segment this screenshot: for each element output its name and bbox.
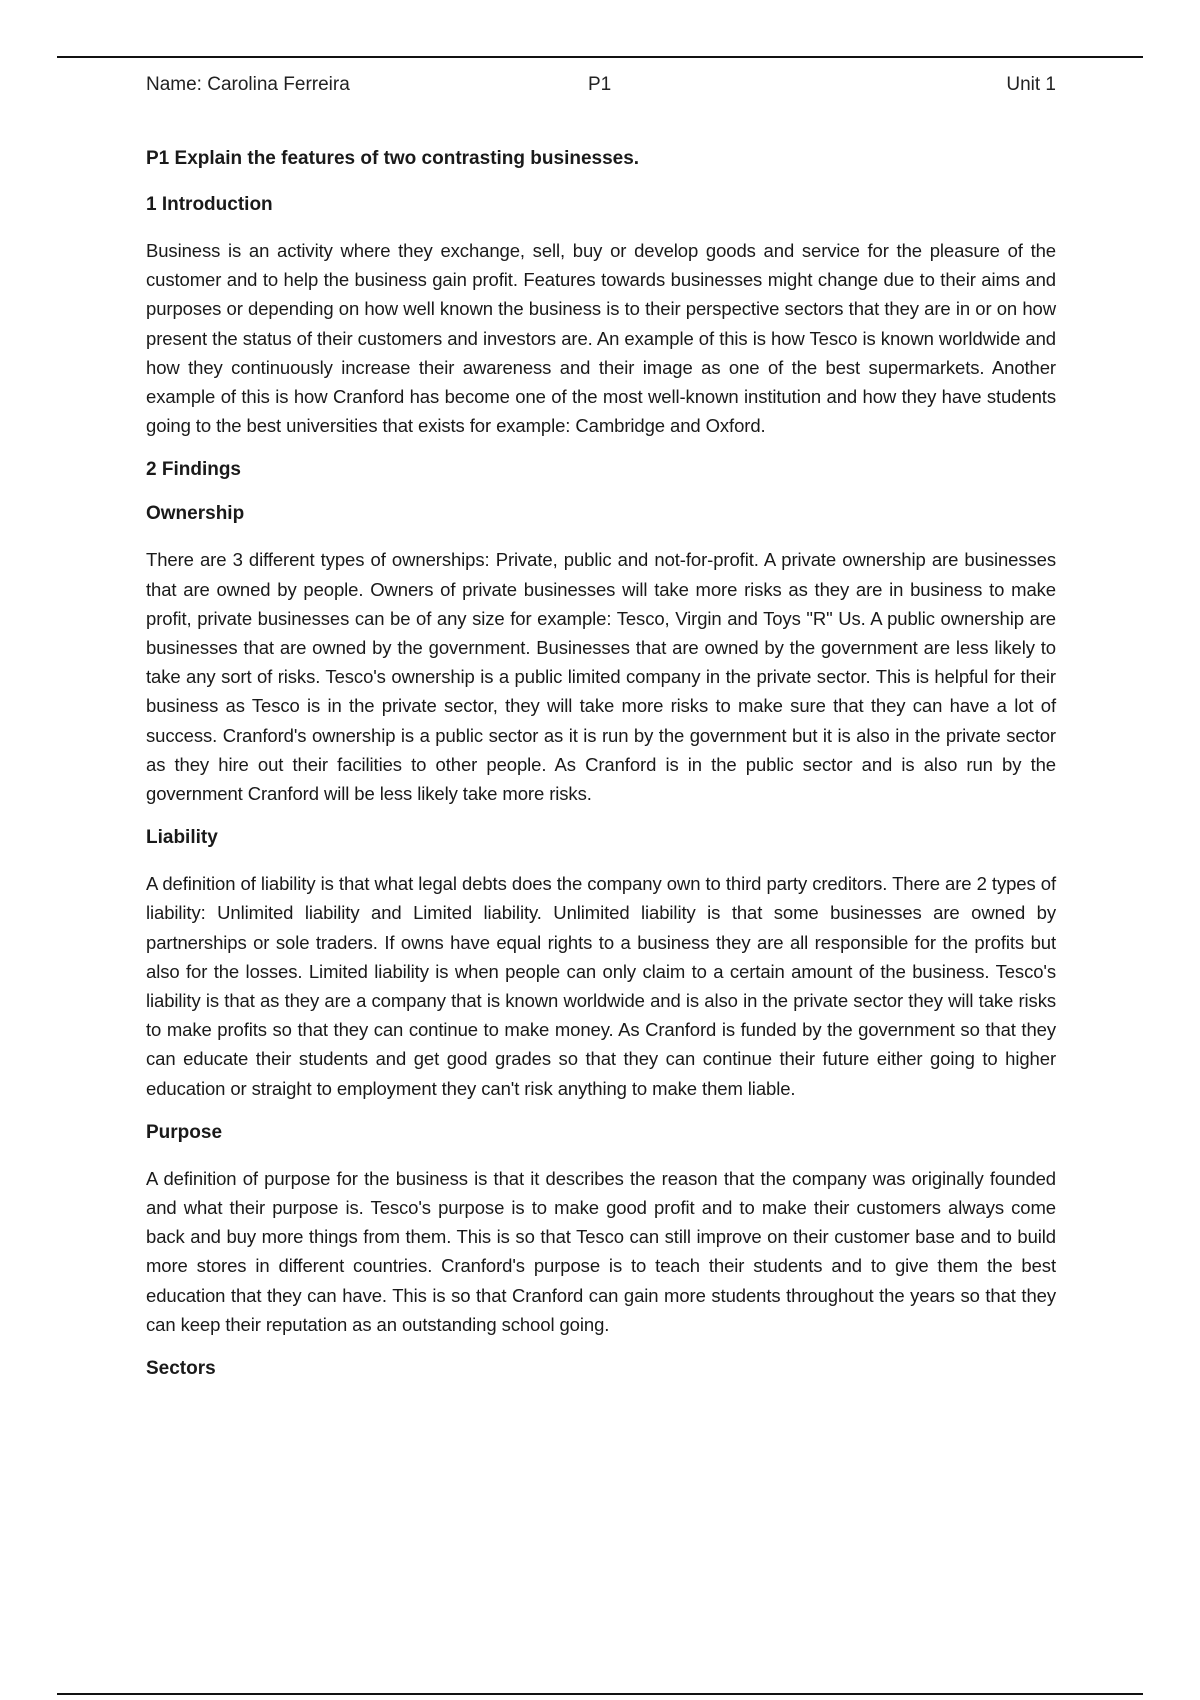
- document-body: [146, 146, 1056, 1400]
- footer-divider: [57, 1693, 1143, 1695]
- section-heading-introduction: 1 Introduction: [146, 194, 273, 215]
- document-title: P1 Explain the features of two contrasting businesses.: [146, 148, 640, 169]
- page-header: [146, 74, 1056, 100]
- section-heading-liability: Liability: [146, 827, 218, 849]
- student-name: Name: Carolina Ferreira: [146, 74, 350, 95]
- introduction-paragraph: Business is an activity where they exchange, sell, buy or develop goods and service for the pleasure of the customer and to help the business gain profit. Features towards businesses might change due to their aims and purposes or depending on how well known the business is to their perspective sectors that they are in or on how present the status of their customers and investors are. An example of this is how Tesco is known worldwide and how they continuously increase their awareness and their image as one of the best supermarkets. Another example of this is how Cranford has become one of the most well-known institution and how they have students going to the best universities that exists for example: Cambridge and Oxford.: [146, 240, 1056, 437]
- section-heading-sectors: Sectors: [146, 1358, 216, 1380]
- ownership-paragraph: There are 3 different types of ownerships: Private, public and not-for-profit. A private ownership are businesses that are owned by people. Owners of private businesses will take more risks as they are in business to make profit, private businesses can be of any size for example: Tesco, Virgin and Toys "R" Us. A public ownership are businesses that are owned by the government. Businesses that are owned by the government are less likely to take any sort of risks. Tesco's ownership is a public limited company in the private sector. This is helpful for their business as Tesco is in the private sector, they will take more risks to make sure that they can have a lot of success. Cranford's ownership is a public sector as it is run by the government but it is also in the private sector as they hire out their facilities to other people. As Cranford is in the public sector and is also run by the government Cranford will be less likely take more risks.: [146, 549, 1056, 805]
- header-divider: [57, 56, 1143, 58]
- purpose-paragraph: A definition of purpose for the business is that it describes the reason that the company was originally founded and what their purpose is. Tesco's purpose is to make good profit and to make their customers always come back and buy more things from them. This is so that Tesco can still improve on their customer base and to build more stores in different countries. Cranford's purpose is to teach their students and to give them the best education that they can have. This is so that Cranford can gain more students throughout the years so that they can keep their reputation as an outstanding school going.: [146, 1167, 1056, 1335]
- section-heading-purpose: Purpose: [146, 1121, 223, 1143]
- liability-paragraph: A definition of liability is that what legal debts does the company own to third party creditors. There are 2 types of liability: Unlimited liability and Limited liability. Unlimited liability is that some businesses are owned by partnerships or sole traders. If owns have equal rights to a business they are all responsible for the profits but also for the losses. Limited liability is when people can only claim to a certain amount of the business. Tesco's liability is that as they are a company that is known worldwide and is also in the private sector they will take risks to make profits so that they can continue to make money. As Cranford is funded by the government so that they can educate their students and get good grades so that they can continue their future either going to higher education or straight to employment they can't risk anything to make them liable.: [146, 873, 1056, 1099]
- section-heading-ownership: Ownership: [146, 503, 245, 525]
- section-heading-findings: 2 Findings: [146, 459, 241, 481]
- assignment-code: P1: [588, 74, 612, 95]
- unit-label: Unit 1: [1006, 74, 1056, 95]
